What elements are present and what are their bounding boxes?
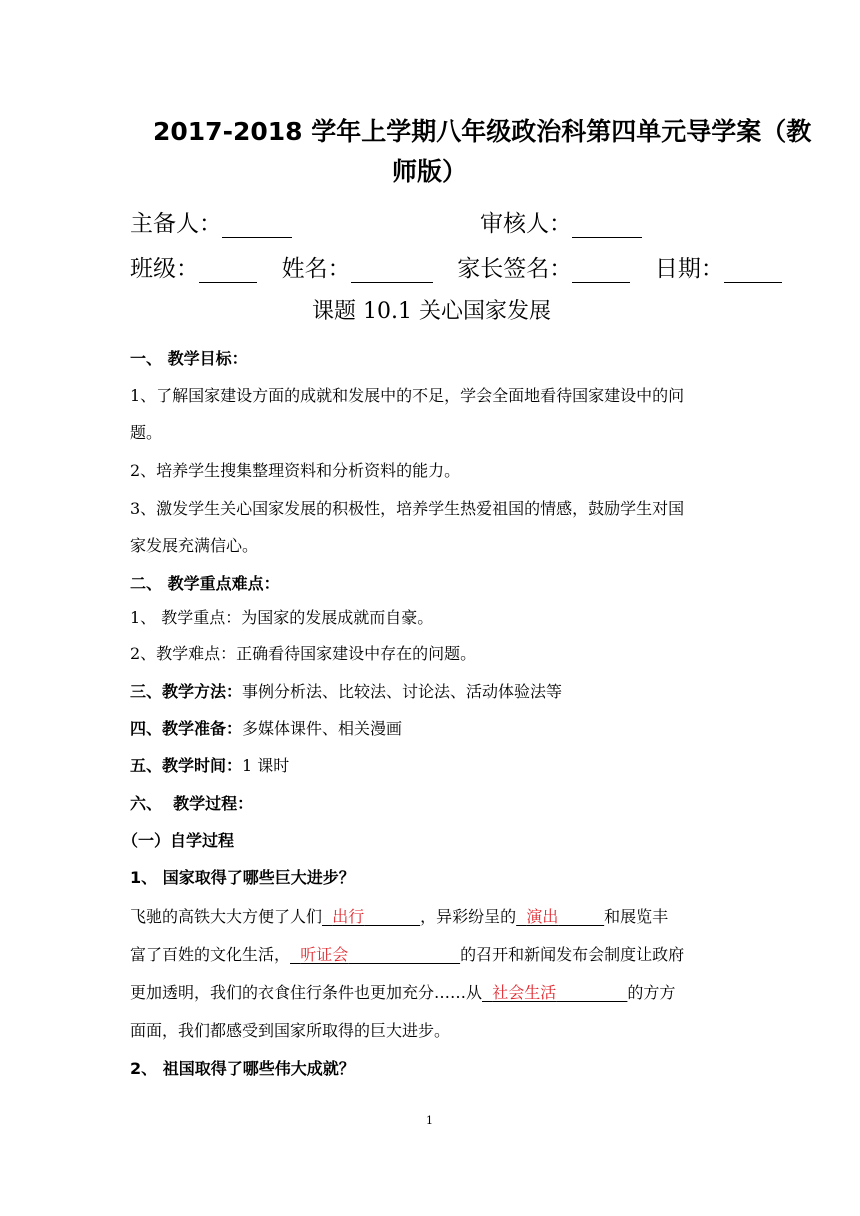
fill-text: 的方方: [627, 983, 676, 1002]
preparer-row: [130, 205, 292, 238]
section-methods: [130, 679, 562, 702]
answer-blank-3: [290, 945, 460, 964]
reviewer-blank: [572, 215, 642, 238]
keypoint-2: 2、教学难点：正确看待国家建设中存在的问题。: [130, 644, 477, 663]
date-blank: [724, 260, 782, 283]
fill-text: 的召开和新闻发布会制度让政府: [460, 945, 685, 964]
fill-text: 更加透明，我们的衣食住行条件也更加充分……从: [130, 983, 483, 1002]
section-time: [130, 753, 289, 776]
section-process-heading: 六、 教学过程：: [130, 794, 254, 813]
reviewer-label: 审核人：: [480, 211, 572, 237]
fill-line-3: [130, 980, 675, 1003]
date-label: 日期：: [654, 256, 724, 282]
fill-text: 飞驰的高铁大大方便了人们: [130, 907, 323, 926]
fill-line-1: [130, 904, 668, 927]
section-preparation-value: 多媒体课件、相关漫画: [242, 719, 403, 738]
answer-blank-1: [322, 907, 420, 926]
objective-1-line1: 1、了解国家建设方面的成就和发展中的不足，学会全面地看待国家建设中的问: [130, 386, 685, 405]
section-preparation-label: 四、教学准备：: [130, 719, 243, 738]
document-title-line1: 2017-2018 学年上学期八年级政治科第四单元导学案（教: [153, 117, 812, 146]
section-methods-value: 事例分析法、比较法、讨论法、活动体验法等: [242, 682, 563, 701]
answer-1: 出行: [332, 907, 365, 926]
name-label: 姓名：: [281, 256, 351, 282]
question-2: 2、 祖国取得了哪些伟大成就？: [130, 1059, 355, 1078]
objective-2: 2、培养学生搜集整理资料和分析资料的能力。: [130, 461, 461, 480]
objective-3-line2: 家发展充满信心。: [130, 536, 259, 555]
preparer-label: 主备人：: [130, 211, 222, 237]
parent-signature-blank: [572, 260, 630, 283]
fill-text: 和展览丰: [604, 907, 669, 926]
reviewer-row: [480, 205, 642, 238]
fill-line-2: [130, 942, 684, 965]
class-blank: [199, 260, 257, 283]
preparer-blank: [222, 215, 292, 238]
student-info-row: [130, 250, 782, 283]
parent-signature-label: 家长签名：: [457, 256, 573, 282]
lesson-title: 课题 10.1 关心国家发展: [312, 299, 551, 324]
answer-4: 社会生活: [492, 983, 557, 1002]
section-preparation: [130, 716, 402, 739]
page-number: 1: [426, 1114, 433, 1127]
answer-blank-4: [482, 983, 627, 1002]
section-time-label: 五、教学时间：: [130, 756, 243, 775]
section-keypoints-heading: 二、 教学重点难点：: [130, 574, 280, 593]
section-methods-label: 三、教学方法：: [130, 682, 243, 701]
objective-3-line1: 3、激发学生关心国家发展的积极性，培养学生热爱祖国的情感，鼓励学生对国: [130, 499, 685, 518]
section-objectives-heading: 一、 教学目标：: [130, 349, 248, 368]
answer-blank-2: [516, 907, 604, 926]
document-title-line2: 师版）: [392, 157, 468, 186]
objective-1-line2: 题。: [130, 423, 163, 442]
name-blank: [351, 260, 433, 283]
answer-3: 听证会: [300, 945, 349, 964]
fill-text: 富了百姓的文化生活，: [130, 945, 291, 964]
fill-line-4: 面面，我们都感受到国家所取得的巨大进步。: [130, 1021, 451, 1040]
answer-2: 演出: [526, 907, 559, 926]
class-label: 班级：: [130, 256, 199, 282]
fill-text: ，异彩纷呈的: [420, 907, 517, 926]
question-1: 1、 国家取得了哪些巨大进步？: [130, 868, 355, 887]
self-study-subheading: （一）自学过程: [122, 831, 235, 850]
section-time-value: 1 课时: [242, 756, 290, 775]
keypoint-1: 1、 教学重点：为国家的发展成就而自豪。: [130, 608, 434, 627]
